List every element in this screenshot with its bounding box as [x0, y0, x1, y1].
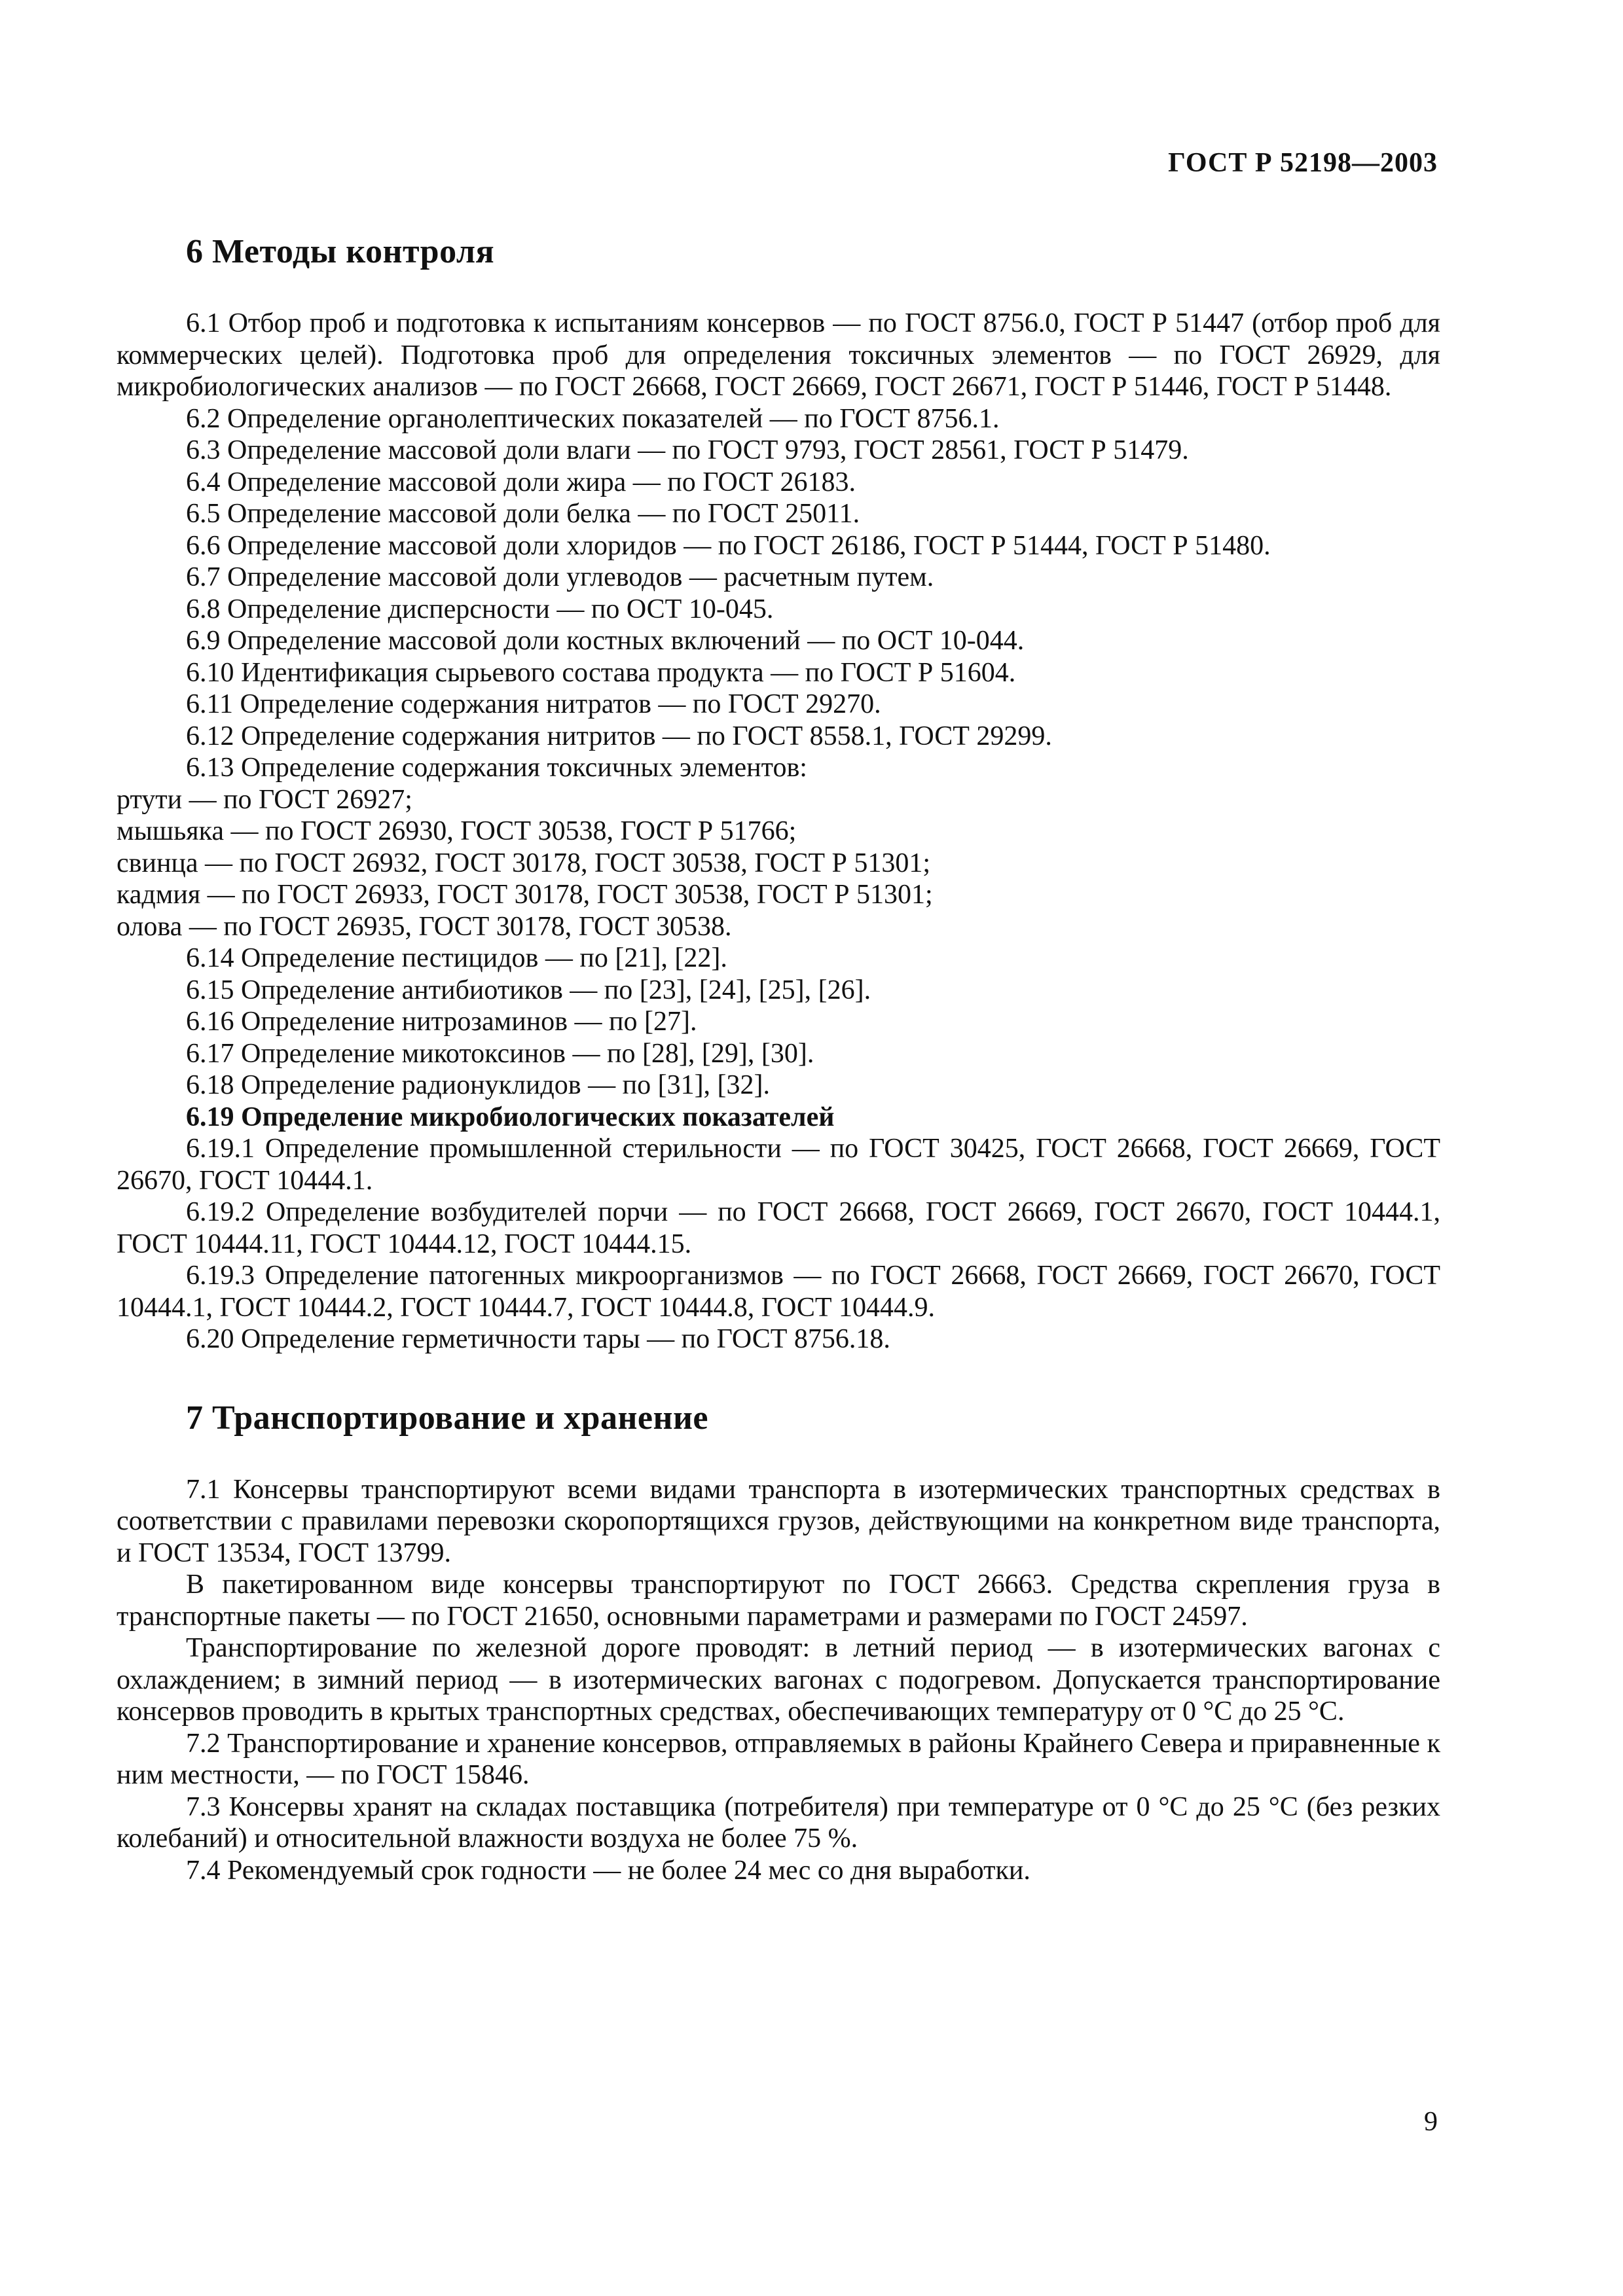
paragraph-6-5: 6.5 Определение массовой доли белка — по ГОСТ 25011. [186, 499, 860, 529]
paragraph-6-6: 6.6 Определение массовой доли хлоридов — по ГОСТ 26186, ГОСТ Р 51444, ГОСТ Р 51480. [186, 530, 1271, 561]
toxic-line-mercury: ртути — по ГОСТ 26927; [117, 784, 412, 815]
subheading-6-19: 6.19 Определение микробиологических показателей [186, 1102, 835, 1132]
paragraph-6-4: 6.4 Определение массовой доли жира — по ГОСТ 26183. [186, 467, 856, 497]
paragraph-6-14: 6.14 Определение пестицидов — по [21], [22]. [186, 943, 727, 973]
paragraph-6-8: 6.8 Определение дисперсности — по ОСТ 10-045. [186, 594, 774, 624]
page-number: 9 [1424, 2107, 1438, 2137]
toxic-line-arsenic: мышьяка — по ГОСТ 26930, ГОСТ 30538, ГОСТ Р 51766; [117, 816, 797, 846]
section-7-title: 7 Транспортирование и хранение [186, 1399, 708, 1437]
paragraph-7-4: 7.4 Рекомендуемый срок годности — не более 24 мес со дня выработки. [186, 1855, 1030, 1886]
paragraph-6-19-2: 6.19.2 Определение возбудителей порчи — по ГОСТ 26668, ГОСТ 26669, ГОСТ 26670, ГОСТ 10444.1, ГОСТ 10444.11, ГОСТ 10444.12, ГОСТ 10444.15. [117, 1197, 1440, 1259]
paragraph-6-1: 6.1 Отбор проб и подготовка к испытаниям консервов — по ГОСТ 8756.0, ГОСТ Р 51447 (отбор проб для коммерческих целей). Подготовка проб для определения токсичных элементов — по ГОСТ 26929, для микробиологических анализов — по ГОСТ 26668, ГОСТ 26669, ГОСТ 26671, ГОСТ Р 51446, ГОСТ Р 51448. [117, 308, 1440, 402]
paragraph-6-17: 6.17 Определение микотоксинов — по [28], [29], [30]. [186, 1038, 814, 1069]
paragraph-6-15: 6.15 Определение антибиотиков — по [23], [24], [25], [26]. [186, 975, 871, 1005]
paragraph-6-7: 6.7 Определение массовой доли углеводов — расчетным путем. [186, 562, 934, 592]
paragraph-6-13: 6.13 Определение содержания токсичных элементов: [186, 753, 807, 783]
paragraph-7-3: 7.3 Консервы хранят на складах поставщика (потребителя) при температуре от 0 °С до 25 °С (без резких колебаний) и относительной влажности воздуха не более 75 %. [117, 1791, 1440, 1854]
paragraph-6-3: 6.3 Определение массовой доли влаги — по ГОСТ 9793, ГОСТ 28561, ГОСТ Р 51479. [186, 435, 1189, 465]
paragraph-6-16: 6.16 Определение нитрозаминов — по [27]. [186, 1007, 697, 1037]
toxic-line-tin: олова — по ГОСТ 26935, ГОСТ 30178, ГОСТ 30538. [117, 911, 732, 942]
paragraph-6-18: 6.18 Определение радионуклидов — по [31], [32]. [186, 1070, 771, 1100]
paragraph-6-20: 6.20 Определение герметичности тары — по ГОСТ 8756.18. [186, 1324, 890, 1354]
paragraph-6-2: 6.2 Определение органолептических показателей — по ГОСТ 8756.1. [186, 403, 1000, 434]
document-header-id: ГОСТ Р 52198—2003 [1168, 148, 1438, 178]
paragraph-6-19-3: 6.19.3 Определение патогенных микроорганизмов — по ГОСТ 26668, ГОСТ 26669, ГОСТ 26670, ГОСТ 10444.1, ГОСТ 10444.2, ГОСТ 10444.7, ГОСТ 10444.8, ГОСТ 10444.9. [117, 1261, 1440, 1323]
paragraph-7-1-packaged: В пакетированном виде консервы транспортируют по ГОСТ 26663. Средства скрепления груза в транспортные пакеты — по ГОСТ 21650, основными параметрами и размерами по ГОСТ 24597. [117, 1570, 1440, 1632]
paragraph-7-1-railway: Транспортирование по железной дороге проводят: в летний период — в изотермических вагонах с охлаждением; в зимний период — в изотермических вагонах с подогревом. Допускается транспортирование консервов проводить в крытых транспортных средствах, обеспечивающих температуру от 0 °С до 25 °С. [117, 1633, 1440, 1727]
toxic-line-lead: свинца — по ГОСТ 26932, ГОСТ 30178, ГОСТ 30538, ГОСТ Р 51301; [117, 848, 931, 878]
paragraph-6-12: 6.12 Определение содержания нитритов — по ГОСТ 8558.1, ГОСТ 29299. [186, 721, 1052, 751]
paragraph-6-9: 6.9 Определение массовой доли костных включений — по ОСТ 10-044. [186, 626, 1025, 656]
paragraph-7-1: 7.1 Консервы транспортируют всеми видами транспорта в изотермических транспортных средствах в соответствии с правилами перевозки скоропортящихся грузов, действующими на конкретном виде транспорта, и ГОСТ 13534, ГОСТ 13799. [117, 1474, 1440, 1568]
paragraph-7-2: 7.2 Транспортирование и хранение консервов, отправляемых в районы Крайнего Севера и приравненные к ним местности, — по ГОСТ 15846. [117, 1728, 1440, 1790]
section-6-title: 6 Методы контроля [186, 233, 495, 270]
toxic-line-cadmium: кадмия — по ГОСТ 26933, ГОСТ 30178, ГОСТ 30538, ГОСТ Р 51301; [117, 880, 933, 910]
paragraph-6-10: 6.10 Идентификация сырьевого состава продукта — по ГОСТ Р 51604. [186, 657, 1016, 688]
paragraph-6-11: 6.11 Определение содержания нитратов — по ГОСТ 29270. [186, 689, 881, 719]
document-body [117, 232, 1440, 1886]
paragraph-6-19-1: 6.19.1 Определение промышленной стерильности — по ГОСТ 30425, ГОСТ 26668, ГОСТ 26669, ГОСТ 26670, ГОСТ 10444.1. [117, 1134, 1440, 1196]
